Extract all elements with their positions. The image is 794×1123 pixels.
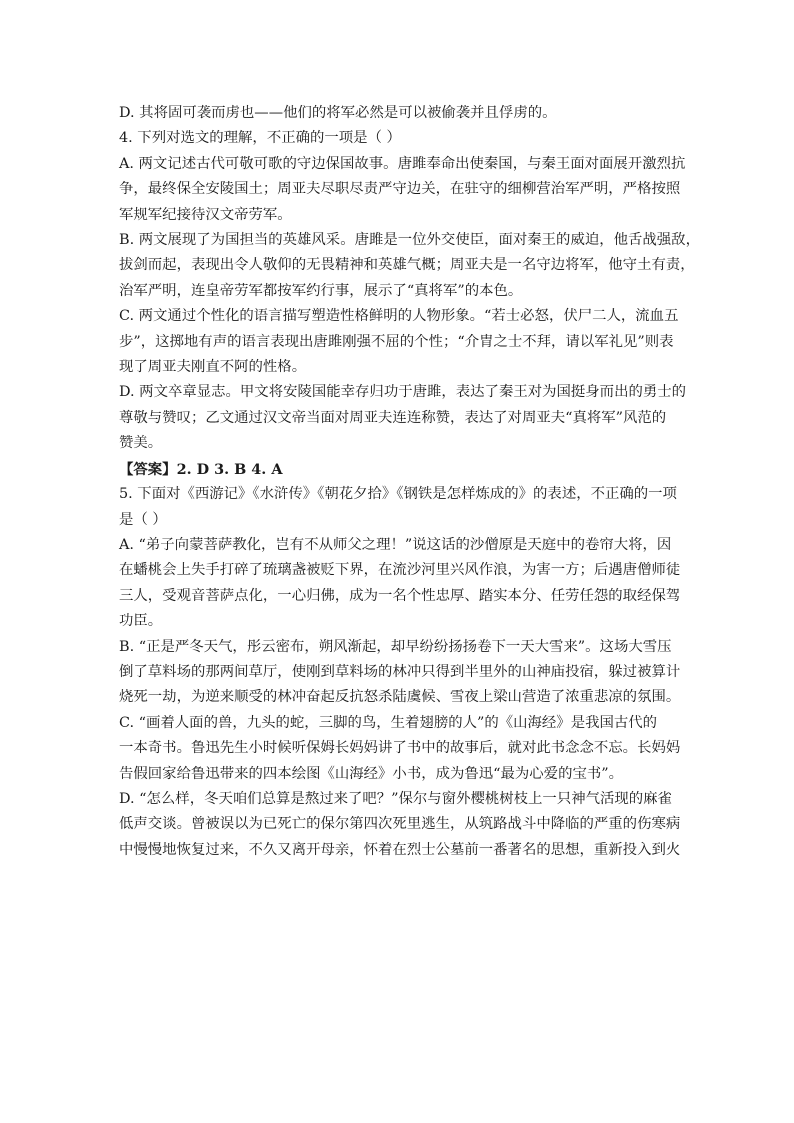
- text-line: 是（ ）: [119, 511, 167, 528]
- text-line: D. 两文卒章显志。甲文将安陵国能幸存归功于唐雎，表达了秦王对为国挺身而出的勇士的: [119, 384, 687, 401]
- text-line: 现了周亚夫刚直不阿的性格。: [119, 359, 307, 376]
- text-line: 拔剑而起，表现出令人敬仰的无畏精神和英雄气概；周亚夫是一名守边将军，他守土有责，: [119, 257, 695, 274]
- text-line: 尊敬与赞叹；乙文通过汉文帝当面对周亚夫连连称赞，表达了对周亚夫“真将军”风范的: [119, 409, 667, 426]
- text-line: C. “画着人面的兽，九头的蛇，三脚的鸟，生着翅膀的人”的《山海经》是我国古代的: [119, 714, 658, 731]
- text-line: 军规军纪接待汉文帝劳军。: [119, 206, 292, 223]
- text-line: 中慢慢地恢复过来，不久又离开母亲，怀着在烈士公墓前一番著名的思想，重新投入到火: [119, 841, 681, 858]
- text-line: B. 两文展现了为国担当的英雄风采。唐雎是一位外交使臣，面对秦王的威迫，他舌战强敌，: [119, 232, 700, 249]
- text-line: 治军严明，连皇帝劳军都按军约行事，展示了“真将军”的本色。: [119, 282, 523, 299]
- text-line: A. 两文记述古代可敬可歌的守边保国故事。唐雎奉命出使秦国，与秦王面对面展开激烈抗: [119, 155, 686, 172]
- text-line: D. “怎么样，冬天咱们总算是熬过来了吧？”保尔与窗外樱桃树枝上一只神气活现的麻雀: [119, 790, 672, 807]
- text-line: 争，最终保全安陵国土；周亚夫尽职尽责严守边关，在驻守的细柳营治军严明，严格按照: [119, 181, 681, 198]
- question-5-stem: 5. 下面对《西游记》《水浒传》《朝花夕拾》《钢铁是怎样炼成的》的表述，不正确的一项: [119, 486, 677, 503]
- answer-line: 【答案】2. D 3. B 4. A: [119, 460, 283, 478]
- text-line: 告假回家给鲁迅带来的四本绘图《山海经》小书，成为鲁迅“最为心爱的宝书”。: [119, 765, 623, 782]
- text-line: 倒了草料场的那两间草厅，使刚到草料场的林冲只得到半里外的山神庙投宿，躲过被算计: [119, 663, 681, 680]
- text-line: 低声交谈。曾被误以为已死亡的保尔第四次死里逃生，从筑路战斗中降临的严重的伤寒病: [119, 816, 681, 833]
- text-line: 赞美。: [119, 435, 163, 452]
- text-line: 一本奇书。鲁迅先生小时候听保姆长妈妈讲了书中的故事后，就对此书念念不忘。长妈妈: [119, 740, 681, 757]
- document-body: [119, 101, 700, 863]
- text-line: A. “弟子向蒙菩萨教化，岂有不从师父之理！”说这话的沙僧原是天庭中的卷帘大将，因: [119, 536, 672, 553]
- text-line: C. 两文通过个性化的语言描写塑造性格鲜明的人物形象。“若士必怒，伏尸二人，流血五: [119, 308, 679, 325]
- text-line: 在蟠桃会上失手打碎了琉璃盏被贬下界，在流沙河里兴风作浪，为害一方；后遇唐僧师徒: [119, 562, 681, 579]
- text-line: 三人，受观音菩萨点化，一心归佛，成为一名个性忠厚、踏实本分、任劳任怨的取经保驾: [119, 587, 681, 604]
- text-line: D. 其将固可袭而虏也——他们的将军必然是可以被偷袭并且俘虏的。: [119, 105, 557, 121]
- question-4-stem: 4. 下列对选文的理解，不正确的一项是（ ）: [119, 130, 401, 147]
- text-line: 功臣。: [119, 613, 163, 630]
- text-line: 步”，这掷地有声的语言表现出唐雎刚强不屈的个性；“介胄之士不拜，请以军礼见”则表: [119, 333, 674, 350]
- text-line: 烧死一劫，为逆来顺受的林冲奋起反抗怒杀陆虞候、雪夜上梁山营造了浓重悲凉的氛围。: [119, 689, 681, 706]
- text-line: B. “正是严冬天气，彤云密布，朔风渐起，却早纷纷扬扬卷下一天大雪来”。这场大雪压: [119, 638, 672, 655]
